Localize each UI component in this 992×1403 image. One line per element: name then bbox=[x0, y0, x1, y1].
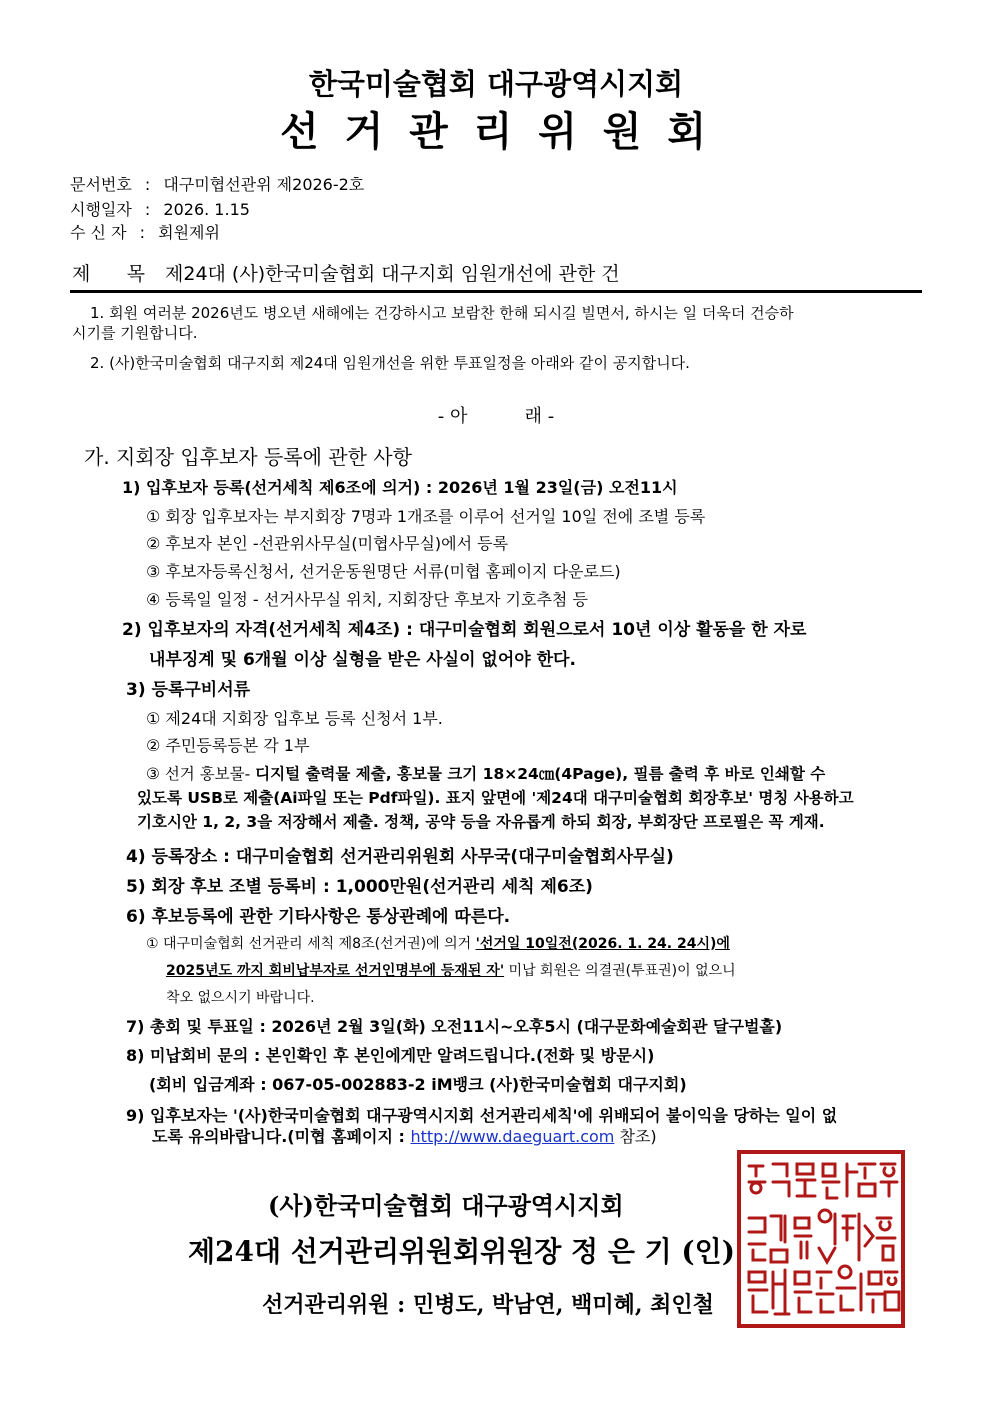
footer-chair: 제24대 선거관리위원회위원장 정 은 기 (인) bbox=[188, 1235, 735, 1268]
subject-rule bbox=[70, 290, 922, 293]
item-2-line1: 2) 입후보자의 자격(선거세칙 제4조) : 대구미술협회 회원으로서 10년 이상 활동을 한 자로 bbox=[122, 620, 807, 640]
meta-date bbox=[70, 197, 250, 220]
item-1-sub-4: ④ 등록일 일정 - 선거사무실 위치, 지회장단 후보자 기호추첨 등 bbox=[146, 590, 588, 609]
item-6-sub-emph1: '선거일 10일전(2026. 1. 24. 24시)에 bbox=[475, 936, 730, 952]
org-title: 한국미술협회 대구광역시지회 bbox=[308, 67, 684, 101]
item-8-line2: (회비 입금계좌 : 067-05-002883-2 iM뱅크 (사)한국미술협회 대구지회) bbox=[149, 1075, 687, 1094]
section-ga-title: 가. 지회장 입후보자 등록에 관한 사항 bbox=[84, 445, 412, 469]
below-title: - 아 래 - bbox=[437, 406, 555, 427]
item-6-sub-line2 bbox=[166, 960, 736, 980]
intro-p1-line2: 시기를 기원합니다. bbox=[72, 324, 198, 342]
item-1-sub-3: ③ 후보자등록신청서, 선거운동원명단 서류(미협 홈페이지 다운로드) bbox=[146, 562, 621, 581]
item-9-line2-tail: 참조) bbox=[614, 1127, 657, 1146]
subject-label: 제 목 bbox=[72, 263, 145, 285]
item-3-sub-3-emph: 회장, 부회장단 프로필은 꼭 게재. bbox=[596, 813, 825, 831]
item-3-sub-3-lead: ③ 선거 홍보물- bbox=[146, 765, 256, 783]
meta-key: 시행일자 bbox=[70, 200, 132, 219]
meta-value: 2026. 1.15 bbox=[163, 200, 250, 219]
item-3-sub-3-line2: 있도록 USB로 제출(Ai파일 또는 Pdf파일). 표지 앞면에 '제24대 대구미술협회 회장후보' 명칭 사용하고 bbox=[137, 789, 854, 807]
item-3-sub-3-line1 bbox=[146, 762, 825, 784]
item-9-line1: 9) 입후보자는 '(사)한국미술협회 대구광역시지회 선거관리세칙'에 위배되어 불이익을 당하는 일이 없 bbox=[126, 1106, 838, 1125]
item-6: 6) 후보등록에 관한 기타사항은 통상관례에 따른다. bbox=[126, 907, 511, 927]
intro-p2: 2. (사)한국미술협회 대구지회 제24대 임원개선을 위한 투표일정을 아래와 같이 공지합니다. bbox=[90, 354, 690, 372]
item-1-sub-2: ② 후보자 본인 -선관위사무실(미협사무실)에서 등록 bbox=[146, 534, 509, 553]
item-3-sub-2: ② 주민등록등본 각 1부 bbox=[146, 736, 310, 755]
seal-glyphs bbox=[741, 1154, 901, 1324]
meta-key: 수 신 자 bbox=[70, 223, 127, 242]
subject-line bbox=[72, 259, 620, 286]
item-5: 5) 회장 후보 조별 등록비 : 1,000만원(선거관리 세칙 제6조) bbox=[126, 877, 593, 897]
footer-org: (사)한국미술협회 대구광역시지회 bbox=[268, 1191, 624, 1220]
footer-members: 선거관리위원 : 민병도, 박남연, 백미혜, 최인철 bbox=[262, 1292, 714, 1318]
meta-sep: : bbox=[144, 175, 151, 194]
item-3-sub-3-bold: 디지털 출력물 제출, 홍보물 크기 18×24㎝(4Page), 필름 출력 후 바로 인쇄할 수 bbox=[255, 765, 826, 783]
meta-key: 문서번호 bbox=[70, 175, 132, 194]
meta-value: 대구미협선관위 제2026-2호 bbox=[163, 175, 365, 194]
item-3: 3) 등록구비서류 bbox=[126, 680, 251, 700]
item-6-sub-line1 bbox=[146, 933, 730, 953]
official-seal bbox=[737, 1150, 905, 1328]
committee-title: 선 거 관 리 위 원 회 bbox=[279, 108, 713, 155]
item-3-sub-1: ① 제24대 지회장 입후보 등록 신청서 1부. bbox=[146, 709, 443, 728]
homepage-link[interactable]: http://www.daeguart.com bbox=[410, 1127, 615, 1146]
item-1-sub-1: ① 회장 입후보자는 부지회장 7명과 1개조를 이루어 선거일 10일 전에 조별 등록 bbox=[146, 507, 706, 526]
item-9-line2-lead: 도록 유의바랍니다.(미협 홈페이지 : bbox=[152, 1127, 411, 1146]
item-6-sub-line3: 착오 없으시기 바랍니다. bbox=[166, 990, 315, 1006]
meta-sep: : bbox=[139, 223, 146, 242]
meta-sep: : bbox=[144, 200, 151, 219]
intro-p1-line1: 1. 회원 여러분 2026년도 병오년 새해에는 건강하시고 보람찬 한해 되시길 빌면서, 하시는 일 더욱더 건승하 bbox=[90, 304, 794, 322]
item-6-sub-tail: 미납 회원은 의결권(투표권)이 없으니 bbox=[504, 963, 736, 979]
item-8-line1: 8) 미납회비 문의 : 본인확인 후 본인에게만 알려드립니다.(전화 및 방문시) bbox=[126, 1046, 655, 1065]
item-2-line2: 내부징계 및 6개월 이상 실형을 받은 사실이 없어야 한다. bbox=[149, 650, 576, 670]
item-6-sub-emph2: 2025년도 까지 회비납부자로 선거인명부에 등재된 자' bbox=[166, 963, 505, 979]
meta-recipient bbox=[70, 220, 220, 243]
item-4: 4) 등록장소 : 대구미술협회 선거관리위원회 사무국(대구미술협회사무실) bbox=[126, 847, 674, 867]
item-7: 7) 총회 및 투표일 : 2026년 2월 3일(화) 오전11시~오후5시 (대구문화예술회관 달구벌홀) bbox=[126, 1017, 783, 1036]
item-6-sub-lead: ① 대구미술협회 선거관리 세칙 제8조(선거권)에 의거 bbox=[146, 936, 476, 952]
meta-value: 회원제위 bbox=[158, 223, 220, 242]
subject-text: 제24대 (사)한국미술협회 대구지회 임원개선에 관한 건 bbox=[165, 263, 620, 285]
item-3-sub-3-plain: 기호시안 1, 2, 3을 저장해서 제출. 정책, 공약 등을 자유롭게 하되 bbox=[137, 813, 597, 831]
meta-doc-number bbox=[70, 172, 364, 195]
item-9-line2 bbox=[152, 1124, 657, 1147]
item-1: 1) 입후보자 등록(선거세칙 제6조에 의거) : 2026년 1월 23일(금) 오전11시 bbox=[122, 478, 678, 497]
item-3-sub-3-line3 bbox=[137, 810, 825, 832]
